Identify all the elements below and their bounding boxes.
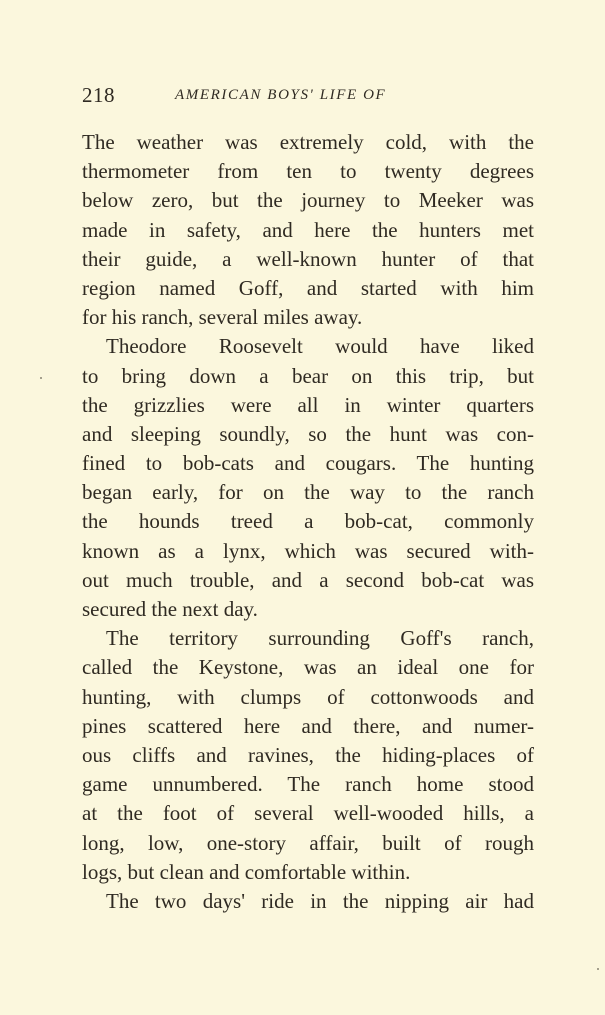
text-line: hunting, with clumps of cottonwoods and (82, 684, 534, 709)
text-line: out much trouble, and a second bob-cat was (82, 567, 534, 592)
page-number: 218 (82, 83, 115, 107)
text-line: and sleeping soundly, so the hunt was con- (82, 421, 534, 446)
text-line: made in safety, and here the hunters met (82, 217, 534, 242)
text-line: thermometer from ten to twenty degrees (82, 159, 534, 184)
running-head: AMERICAN BOYS' LIFE OF (175, 87, 387, 103)
text-line: secured the next day. (82, 597, 258, 621)
paper-speck (40, 377, 42, 379)
text-line: region named Goff, and started with him (82, 275, 534, 300)
text-line: at the foot of several well-wooded hills, a (82, 801, 534, 826)
text-line: fined to bob-cats and cougars. The hunting (82, 451, 534, 476)
text-line: The weather was extremely cold, with the (82, 130, 534, 154)
text-line: began early, for on the way to the ranch (82, 480, 534, 505)
text-line: for his ranch, several miles away. (82, 305, 363, 330)
paper-speck (597, 968, 599, 970)
text-line: the hounds treed a bob-cat, commonly (82, 509, 534, 534)
text-line: their guide, a well-known hunter of that (82, 246, 534, 271)
text-line: below zero, but the journey to Meeker was (82, 188, 534, 213)
text-line: the grizzlies were all in winter quarters (82, 392, 534, 417)
text-line: to bring down a bear on this trip, but (82, 363, 534, 388)
text-line: ous cliffs and ravines, the hiding-places of (82, 742, 534, 767)
text-line: long, low, one-story affair, built of rough (82, 830, 534, 855)
text-line: game unnumbered. The ranch home stood (82, 772, 534, 797)
text-line: known as a lynx, which was secured with- (82, 538, 534, 563)
text-line: pines scattered here and there, and numer- (82, 713, 534, 738)
paragraph-start-line: The two days' ride in the nipping air had (106, 888, 534, 913)
paragraph-start-line: The territory surrounding Goff's ranch, (106, 626, 534, 651)
page-header (82, 83, 534, 113)
text-line: called the Keystone, was an ideal one for (82, 655, 534, 680)
text-line: logs, but clean and comfortable within. (82, 859, 411, 884)
body-text (82, 128, 534, 916)
paragraph-start-line: Theodore Roosevelt would have liked (106, 334, 534, 359)
